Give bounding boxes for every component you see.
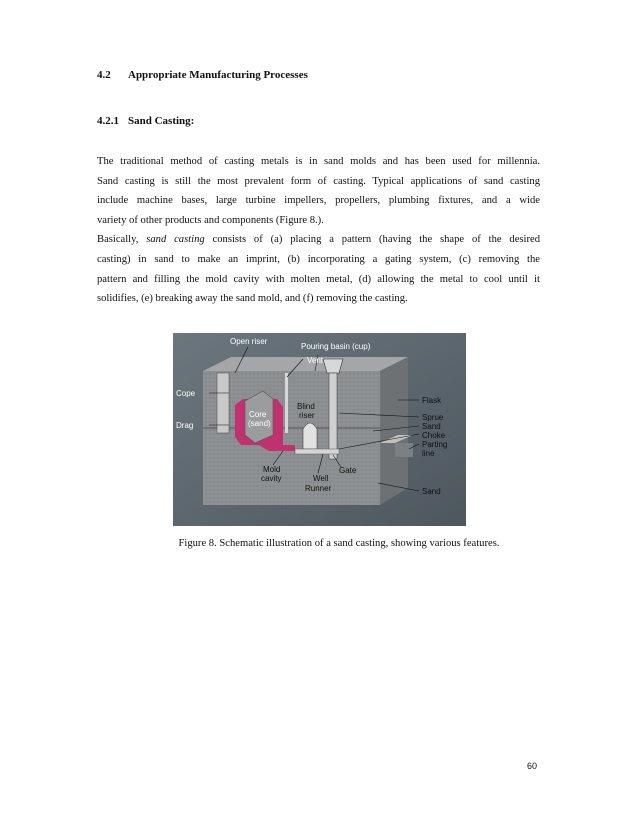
label-sand-bottom: Sand — [422, 487, 441, 496]
label-sprue: Sprue — [422, 413, 444, 422]
label-pouring-basin: Pouring basin (cup) — [301, 342, 371, 351]
section-heading — [97, 69, 308, 81]
open-riser — [217, 373, 229, 433]
paragraph1-line: variety of other products and components (Figure 8.). — [97, 214, 324, 226]
label-open-riser: Open riser — [230, 337, 268, 346]
vent — [285, 373, 288, 433]
mold-side-face — [380, 357, 408, 505]
paragraph2-suffix: consists of (a) placing a pattern (having the shape of the desired — [204, 234, 541, 246]
paragraph2-prefix: Basically, — [97, 234, 147, 246]
label-riser: riser — [299, 411, 315, 420]
paragraph2-line: casting) in sand to make an imprint, (b) incorporating a gating system, (c) removing the — [97, 253, 540, 265]
label-vent: Vent — [307, 356, 324, 365]
label-runner: Runner — [305, 484, 332, 493]
section-title: Appropriate Manufacturing Processes — [128, 69, 308, 81]
label-flask: Flask — [422, 396, 442, 405]
label-cope: Cope — [176, 389, 196, 398]
mold-top-face — [203, 357, 408, 371]
label-core-sand: (sand) — [248, 419, 271, 428]
label-mold: Mold — [263, 465, 281, 474]
figure-caption — [0, 538, 638, 549]
subsection-title: Sand Casting: — [128, 115, 195, 127]
label-core: Core — [249, 410, 267, 419]
paragraph1-line: Sand casting is still the most prevalent form of casting. Typical applications of sand casting — [97, 175, 540, 187]
sprue — [329, 373, 337, 459]
paragraph2-line: solidifies, (e) breaking away the sand mold, and (f) removing the casting. — [97, 293, 408, 305]
label-line: line — [422, 449, 435, 458]
blind-riser — [303, 423, 317, 449]
caption-text: Figure 8. Schematic illustration of a sand casting, showing various features. — [178, 538, 500, 549]
label-choke: Choke — [422, 431, 446, 440]
section-number: 4.2 — [97, 69, 111, 81]
subsection-number: 4.2.1 — [97, 115, 119, 127]
mold-front-face — [203, 371, 380, 505]
label-cavity: cavity — [261, 474, 282, 483]
paragraph2-line: pattern and filling the mold cavity with molten metal, (d) allowing the metal to cool until it — [97, 273, 540, 285]
label-sand: Sand — [422, 422, 441, 431]
subsection-heading — [97, 115, 194, 127]
label-well: Well — [313, 474, 329, 483]
parting-ledge-front — [395, 443, 413, 457]
page-number: 60 — [527, 761, 538, 771]
label-drag: Drag — [176, 421, 194, 430]
runner — [295, 449, 339, 454]
paragraph1-line: The traditional method of casting metals is in sand molds and has been used for millennia. — [97, 156, 540, 167]
paragraph2-italic-term: sand casting — [146, 234, 205, 246]
paragraph1-line: include machine bases, large turbine impellers, propellers, plumbing fixtures, and a wide — [97, 195, 540, 207]
label-parting: Parting — [422, 440, 448, 449]
paragraph2-line — [97, 230, 540, 250]
label-gate: Gate — [339, 466, 357, 475]
sand-casting-figure — [173, 333, 466, 526]
label-blind: Blind — [297, 402, 315, 411]
body-text — [97, 152, 540, 309]
